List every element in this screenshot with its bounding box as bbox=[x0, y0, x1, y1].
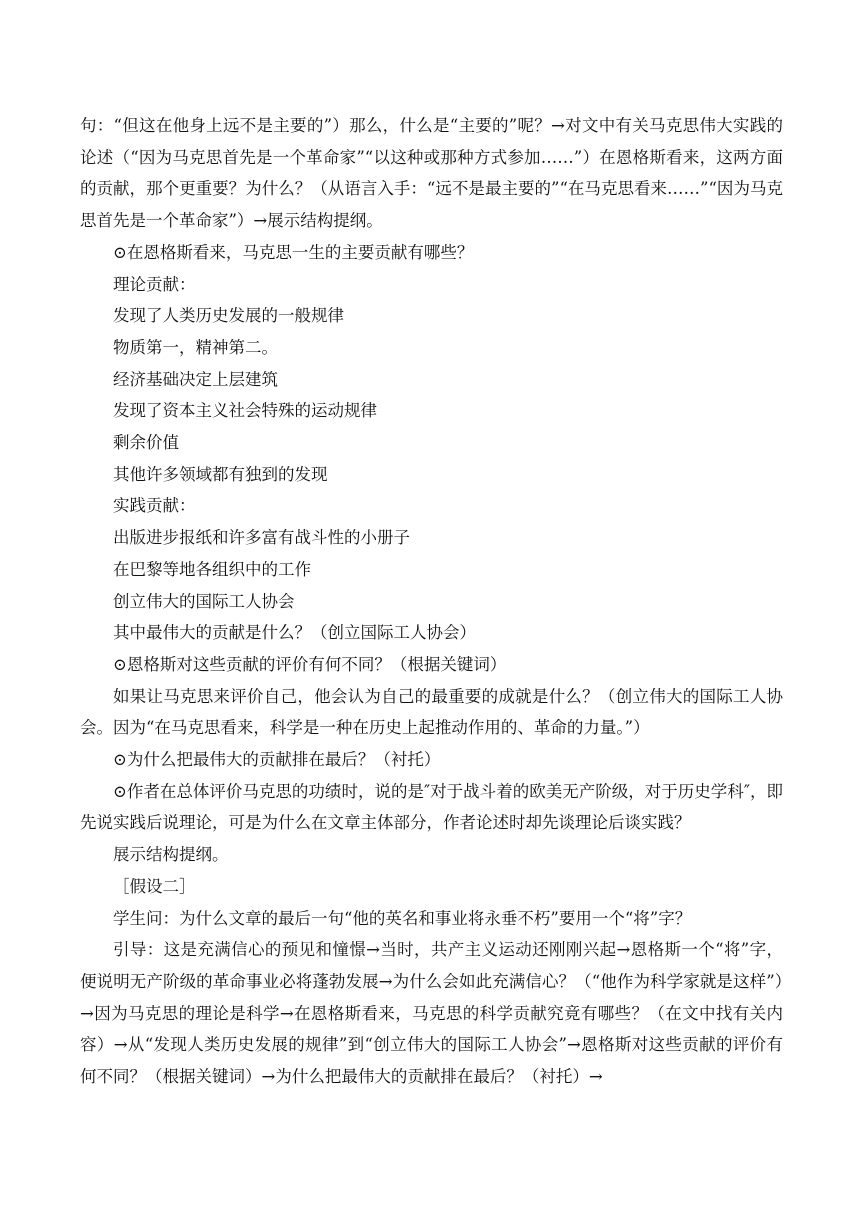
outline-item: 发现了人类历史发展的一般规律 bbox=[113, 306, 344, 326]
question-paragraph: ⊙在恩格斯看来，马克思一生的主要贡献有哪些？ bbox=[113, 242, 474, 262]
outline-item: 创立伟大的国际工人协会 bbox=[113, 591, 295, 611]
question-paragraph: 如果让马克思来评价自己，他会认为自己的最重要的成就是什么？（创立伟大的国际工人协会。因为“在马克思看来，科学是一种在历史上起推动作用的、革命的力量。”） bbox=[80, 686, 783, 738]
outline-item: 经济基础决定上层建筑 bbox=[113, 369, 278, 389]
outline-item: 在巴黎等地各组织中的工作 bbox=[113, 559, 311, 579]
question-paragraph: 其中最伟大的贡献是什么？（创立国际工人协会） bbox=[113, 623, 476, 643]
outline-item: 物质第一，精神第二。 bbox=[113, 337, 278, 357]
question-paragraph: ⊙作者在总体评价马克思的功绩时，说的是″对于战斗着的欧美无产阶级，对于历史学科″，即先说实践后说理论，可是为什么在文章主体部分，作者论述时却先谈理论后谈实践？ bbox=[80, 781, 783, 833]
section-heading: ［假设二］ bbox=[113, 876, 196, 896]
question-paragraph: ⊙恩格斯对这些贡献的评价有何不同？（根据关键词） bbox=[113, 654, 507, 674]
paragraph: 展示结构提纲。 bbox=[113, 845, 229, 865]
outline-item: 其他许多领域都有独到的发现 bbox=[113, 464, 328, 484]
question-paragraph: ⊙为什么把最伟大的贡献排在最后？（衬托） bbox=[113, 750, 441, 770]
paragraph: 句：“但这在他身上远不是主要的”）那么，什么是“主要的”呢？→对文中有关马克思伟大实践的论述（“因为马克思首先是一个革命家”“以这种或那种方式参加……”）在恩格斯看来，这两方面的贡献，那个更重要？为什么？（从语言入手：“远不是最主要的”“在马克思看来……”“因为马克思首先是一个革命家”）→展示结构提纲。 bbox=[80, 116, 783, 231]
paragraph: 引导：这是充满信心的预见和憧憬→当时，共产主义运动还刚刚兴起→恩格斯一个“将”字，便说明无产阶级的革命事业必将蓬勃发展→为什么会如此充满信心？（“他作为科学家就是这样”）→因为马克思的理论是科学→在恩格斯看来，马克思的科学贡献究竟有哪些？（在文中找有关内容）→从“发现人类历史发展的规律”到“创立伟大的国际工人协会”→恩格斯对这些贡献的评价有何不同？（根据关键词）→为什么把最伟大的贡献排在最后？（衬托）→ bbox=[80, 940, 783, 1087]
outline-item: 发现了资本主义社会特殊的运动规律 bbox=[113, 401, 377, 421]
question-paragraph: 学生问：为什么文章的最后一句“他的英名和事业将永垂不朽”要用一个“将”字？ bbox=[113, 908, 692, 928]
outline-item: 剩余价值 bbox=[113, 433, 179, 453]
document-page bbox=[80, 110, 783, 1093]
outline-item: 出版进步报纸和许多富有战斗性的小册子 bbox=[113, 528, 410, 548]
section-heading: 实践贡献： bbox=[113, 496, 196, 516]
section-heading: 理论贡献： bbox=[113, 274, 196, 294]
